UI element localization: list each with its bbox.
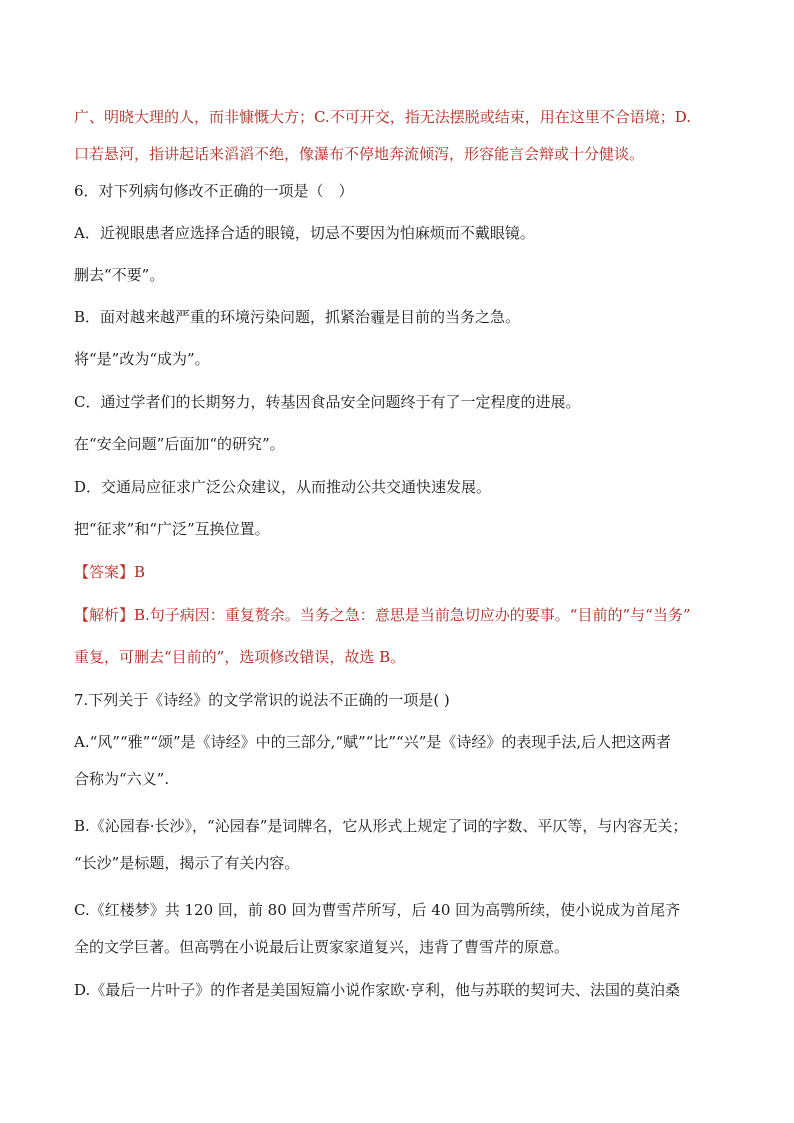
question-7-stem: 7.下列关于《诗经》的文学常识的说法不正确的一项是( ) bbox=[74, 691, 450, 709]
answer-tag: 【答案】 bbox=[74, 563, 135, 581]
q7-option-a: A.“风”“雅”“颂”是《诗经》中的三部分,“赋”“比”“兴”是《诗经》的表现手法,后人把这两者 bbox=[74, 733, 672, 751]
option-d-fix: 把“征求”和“广泛”互换位置。 bbox=[74, 520, 270, 538]
answer-line bbox=[74, 561, 734, 583]
explanation-line: 口若悬河，指讲起话来滔滔不绝，像瀑布不停地奔流倾泻，形容能言会辩或十分健谈。 bbox=[74, 145, 645, 163]
q7-option-d: D.《最后一片叶子》的作者是美国短篇小说作家欧·亨利，他与苏联的契诃夫、法国的莫泊桑 bbox=[74, 981, 681, 999]
analysis-text: B.句子病因：重复赘余。当务之急：意思是当前急切应办的要事。“目前的”与“当务” bbox=[134, 606, 691, 624]
option-c-sentence: C．通过学者们的长期努力，转基因食品安全问题终于有了一定程度的进展。 bbox=[74, 393, 581, 411]
explanation-line: 广、明晓大理的人，而非慷慨大方；C.不可开交，指无法摆脱或结束，用在这里不合语境；D. bbox=[74, 108, 691, 126]
option-a-fix: 删去“不要”。 bbox=[74, 266, 165, 284]
answer-value: B bbox=[134, 563, 146, 581]
analysis-line bbox=[74, 604, 734, 626]
analysis-line-2: 重复，可删去“目前的”，选项修改错误，故选 B。 bbox=[74, 648, 406, 666]
option-d-sentence: D．交通局应征求广泛公众建议，从而推动公共交通快速发展。 bbox=[74, 478, 492, 496]
q7-option-c: C.《红楼梦》共 120 回，前 80 回为曹雪芹所写，后 40 回为高鹗所续，使小说成为首尾齐 bbox=[74, 901, 681, 919]
q7-option-b: B.《沁园春·长沙》，“沁园春”是词牌名，它从形式上规定了词的字数、平仄等，与内容无关； bbox=[74, 817, 688, 835]
option-a-sentence: A．近视眼患者应选择合适的眼镜，切忌不要因为怕麻烦而不戴眼镜。 bbox=[74, 224, 535, 242]
q7-option-a-cont: 合称为“六义”. bbox=[74, 770, 170, 788]
option-b-sentence: B．面对越来越严重的环境污染问题，抓紧治霾是目前的当务之急。 bbox=[74, 308, 521, 326]
q7-option-c-cont: 全的文学巨著。但高鹗在小说最后让贾家家道复兴，违背了曹雪芹的原意。 bbox=[74, 938, 570, 956]
option-c-fix: 在“安全问题”后面加“的研究”。 bbox=[74, 435, 285, 453]
option-b-fix: 将“是”改为“成为”。 bbox=[74, 350, 210, 368]
question-6-stem: 6．对下列病句修改不正确的一项是（ ） bbox=[74, 182, 354, 200]
analysis-tag: 【解析】 bbox=[74, 606, 135, 624]
q7-option-b-cont: “长沙”是标题，揭示了有关内容。 bbox=[74, 854, 300, 872]
